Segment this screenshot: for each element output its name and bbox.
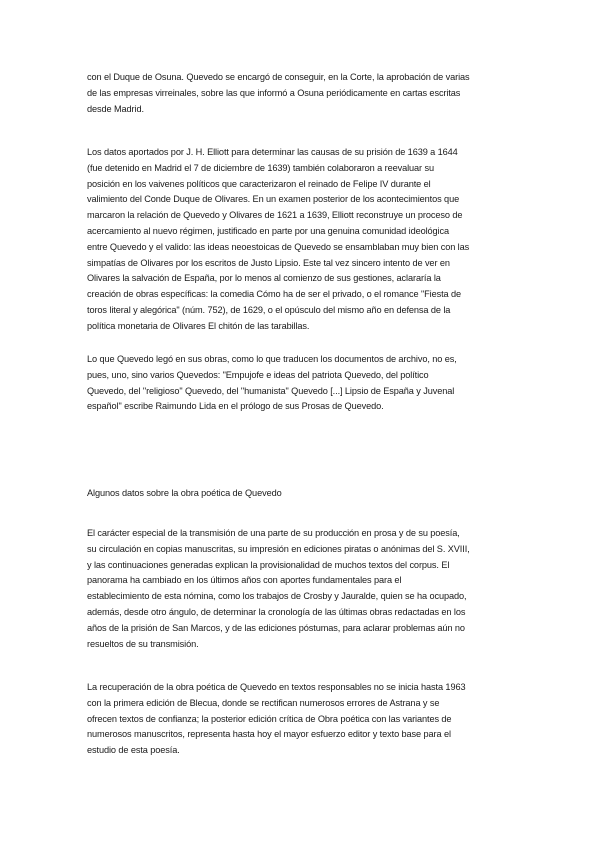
text-line: toros literal y alegórica" (núm. 752), de 1629, o el opúsculo del mismo año en defensa de la <box>87 304 451 315</box>
text-line: creación de obras específicas: la comedia Cómo ha de ser el privado, o el romance "Fiesta de <box>87 289 462 300</box>
heading-line: Algunos datos sobre la obra poética de Quevedo <box>87 488 282 498</box>
paragraph-recuperacion <box>87 680 519 759</box>
text-line: además, desde otro ángulo, de determinar la cronología de las últimas obras redactadas en los <box>87 606 466 617</box>
paragraph-text <box>87 680 519 759</box>
paragraph-transmision <box>87 526 519 652</box>
paragraph-text <box>87 526 519 652</box>
text-line: Olivares la salvación de España, por lo menos al comienzo de sus gestiones, aclararía la <box>87 273 441 284</box>
paragraph-osuna <box>87 70 519 117</box>
text-line: su circulación en copias manuscritas, su impresión en ediciones piratas o anónimas del S. XVIII, <box>87 543 470 554</box>
text-line: de las empresas virreinales, sobre las que informó a Osuna periódicamente en cartas escritas <box>87 87 461 98</box>
text-line: estudio de esta poesía. <box>87 745 180 756</box>
text-line: valimiento del Conde Duque de Olivares. En un examen posterior de los acontecimientos que <box>87 194 460 205</box>
text-line: con el Duque de Osuna. Quevedo se encargó de conseguir, en la Corte, la aprobación de varias <box>87 72 470 82</box>
text-line: años de la prisión de San Marcos, y de las ediciones póstumas, para aclarar problemas aún no <box>87 622 465 633</box>
text-line: marcaron la relación de Quevedo y Olivares de 1621 a 1639, Elliott reconstruye un proceso de <box>87 210 463 221</box>
text-line: resueltos de su transmisión. <box>87 638 199 649</box>
text-line: español" escribe Raimundo Lida en el prólogo de sus Prosas de Quevedo. <box>87 401 384 412</box>
paragraph-text <box>87 70 519 117</box>
text-line: Lo que Quevedo legó en sus obras, como lo que traducen los documentos de archivo, no es, <box>87 354 457 364</box>
text-line: entre Quevedo y el valido: las ideas neoestoicas de Quevedo se ensamblaban muy bien con las <box>87 241 470 252</box>
text-line: La recuperación de la obra poética de Quevedo en textos responsables no se inicia hasta 1963 <box>87 682 466 692</box>
paragraph-elliott <box>87 145 519 335</box>
text-line: (fue detenido en Madrid el 7 de diciembre de 1639) también colaboraron a reevaluar su <box>87 162 434 173</box>
paragraph-quevedos <box>87 352 519 415</box>
paragraph-text <box>87 145 519 335</box>
text-line: política monetaria de Olivares El chitón de las tarabillas. <box>87 320 310 331</box>
text-line: Los datos aportados por J. H. Elliott para determinar las causas de su prisión de 1639 a 1644 <box>87 147 458 157</box>
text-line: posición en los vaivenes políticos que caracterizaron el reinado de Felipe IV durante el <box>87 178 431 189</box>
text-line: pues, uno, sino varios Quevedos: "Empujofe e ideas del patriota Quevedo, del político <box>87 369 429 380</box>
text-line: acercamiento al nuevo régimen, justificado en parte por una genuina comunidad ideológica <box>87 225 450 236</box>
heading-text <box>87 486 519 502</box>
paragraph-text <box>87 352 519 415</box>
text-line: El carácter especial de la transmisión de una parte de su producción en prosa y de su poesía, <box>87 528 460 538</box>
text-line: con la primera edición de Blecua, donde se rectifican numerosos errores de Astrana y se <box>87 697 440 708</box>
section-heading <box>87 486 519 502</box>
text-line: numerosos manuscritos, representa hasta hoy el mayor esfuerzo editor y texto base para el <box>87 729 451 740</box>
text-line: panorama ha cambiado en los últimos años con aportes fundamentales para el <box>87 575 402 586</box>
text-line: Quevedo, del "religioso" Quevedo, del "humanista" Quevedo [...] Lipsio de España y Juvenal <box>87 385 455 396</box>
text-line: establecimiento de esta nómina, como los trabajos de Crosby y Jauralde, quien se ha ocupado, <box>87 591 467 602</box>
text-line: simpatías de Olivares por los escritos de Justo Lipsio. Este tal vez sincero intento de ver en <box>87 257 450 268</box>
text-line: desde Madrid. <box>87 103 144 114</box>
text-line: y las continuaciones generadas explican la provisionalidad de muchos textos del corpus. El <box>87 559 450 570</box>
text-line: ofrecen textos de confianza; la posterior edición crítica de Obra poética con las variantes de <box>87 713 452 724</box>
